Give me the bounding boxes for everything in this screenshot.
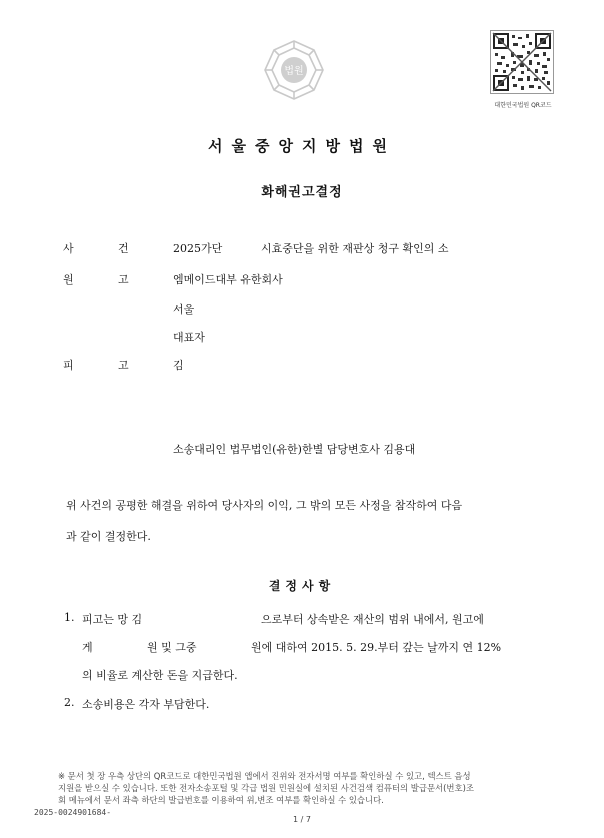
item-1-number: 1. — [64, 611, 75, 624]
counsel-line: 소송대리인 법무법인(유한)한별 담당변호사 김용대 — [173, 443, 416, 456]
case-label-right: 건 — [118, 242, 129, 255]
item-1-text-d: 원 및 그중 — [147, 641, 197, 654]
qr-label: 대한민국법원 QR코드 — [494, 102, 552, 109]
intro-line-2: 과 같이 결정한다. — [66, 530, 151, 543]
item-1-text-f: 의 비율로 계산한 돈을 지급한다. — [82, 669, 238, 682]
qr-code[interactable] — [490, 30, 554, 94]
seal-text: 법원 — [284, 66, 304, 77]
court-seal — [262, 38, 326, 102]
plaintiff-address: 서울 — [173, 303, 195, 316]
footer-notice-line-2: 지원을 받으실 수 있습니다. 또한 전자소송포털 및 각급 법원 민원실에 설치된 사건검색 컴퓨터의 발급문서(번호)조 — [58, 783, 474, 793]
case-name: 시효중단을 위한 재판상 청구 확인의 소 — [261, 242, 449, 255]
decision-title: 결정사항 — [268, 579, 336, 593]
qr-code-icon — [491, 31, 553, 93]
item-2-text: 소송비용은 각자 부담한다. — [82, 698, 210, 711]
item-2-number: 2. — [64, 696, 75, 709]
plaintiff-name: 엠메이드대부 유한회사 — [173, 273, 283, 286]
footer-notice — [58, 770, 548, 806]
intro-line-1: 위 사건의 공평한 해결을 위하여 당사자의 이익, 그 밖의 모든 사정을 참작하여 다음 — [66, 499, 463, 512]
item-1-text-a: 피고는 망 김 — [82, 613, 143, 626]
case-number: 2025가단 — [173, 242, 223, 255]
item-1-text-e: 원에 대하여 2015. 5. 29.부터 갚는 날까지 연 12% — [251, 641, 502, 654]
item-1-text-b: 으로부터 상속받은 재산의 범위 내에서, 원고에 — [261, 613, 484, 626]
court-seal-emblem — [262, 38, 326, 102]
defendant-label-left: 피 — [63, 359, 74, 372]
footer-notice-line-1: ※ 문서 첫 장 우측 상단의 QR코드로 대한민국법원 앱에서 진위와 전자서명 여부를 확인하실 수 있고, 텍스트 음성 — [58, 771, 471, 781]
issue-number: 2025-0024901684- — [34, 808, 112, 817]
document-title: 화해권고결정 — [261, 185, 343, 200]
defendant-label-right: 고 — [118, 359, 129, 372]
item-1-text-c: 게 — [82, 641, 93, 654]
court-name: 서울중앙지방법원 — [208, 137, 396, 155]
footer-notice-line-3: 회 메뉴에서 문서 좌측 하단의 발급번호를 이용하여 위,변조 여부를 확인하실 수 있습니다. — [58, 795, 384, 805]
case-label-left: 사 — [63, 242, 74, 255]
defendant-name: 김 — [173, 359, 184, 372]
plaintiff-label-right: 고 — [118, 273, 129, 286]
plaintiff-representative-label: 대표자 — [173, 331, 205, 344]
plaintiff-label-left: 원 — [63, 273, 74, 286]
page-number: 1 / 7 — [293, 815, 311, 824]
